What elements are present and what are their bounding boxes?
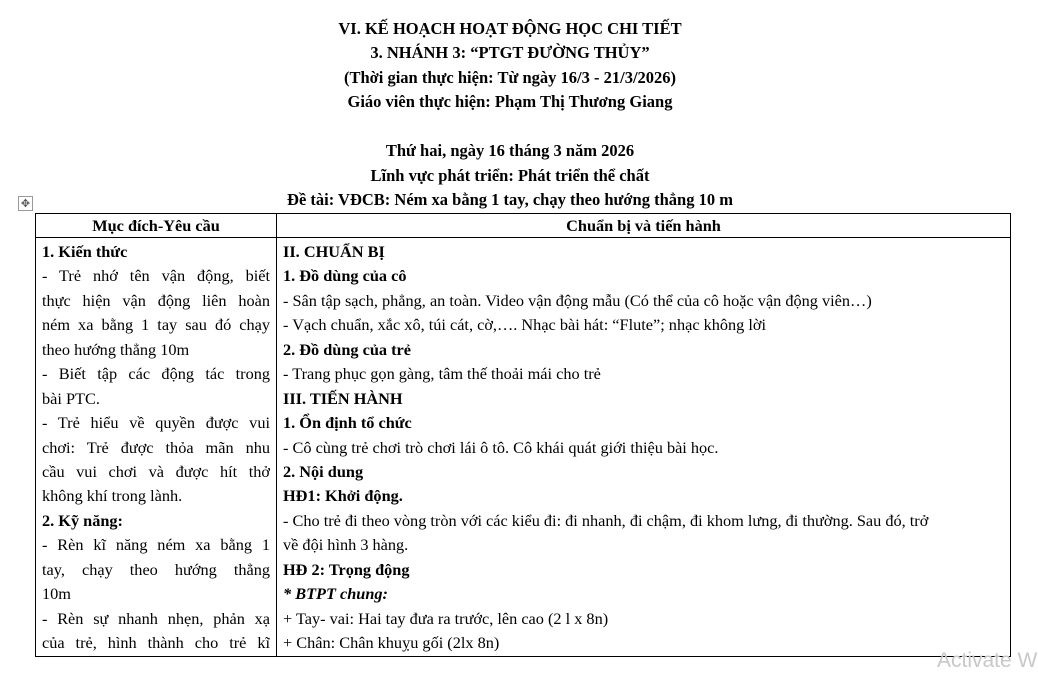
text-line: HĐ1: Khởi động. [283, 486, 403, 506]
text-line: - Rèn kĩ năng ném xa bằng 1 [42, 535, 270, 555]
text-line: 1. Kiến thức [42, 242, 128, 261]
text-line: 2. Nội dung [283, 461, 364, 481]
text-line: - Cho trẻ đi theo vòng tròn với các kiểu đi: đi nhanh, đi chậm, đi khom lưng, đi thường. Sau đó, trở [283, 510, 929, 530]
activate-windows-watermark: Activate W [937, 649, 1038, 672]
table-row [36, 238, 1011, 657]
table-header-row [36, 214, 1011, 238]
text-line: thực hiện vận động liên hoàn [42, 290, 270, 310]
text-line: 1. Ổn định tổ chức [283, 413, 412, 433]
text-line: - Trẻ nhớ tên vận động, biết [42, 266, 270, 286]
text-line: II. CHUẨN BỊ [283, 242, 385, 261]
doc-heading: VI. KẾ HOẠCH HOẠT ĐỘNG HỌC CHI TIẾT [338, 19, 682, 38]
text-line: - Vạch chuẩn, xắc xô, túi cát, cờ,…. Nhạc bài hát: “Flute”; nhạc không lời [283, 315, 767, 335]
text-line: bài PTC. [42, 388, 100, 408]
day-date: Thứ hai, ngày 16 tháng 3 năm 2026 [385, 141, 635, 160]
time-period: (Thời gian thực hiện: Từ ngày 16/3 - 21/3/2026) [343, 68, 677, 87]
text-line: tay, chạy theo hướng thẳng [42, 559, 270, 579]
development-field: Lĩnh vực phát triển: Phát triển thể chất [370, 166, 650, 185]
lesson-topic: Đề tài: VĐCB: Ném xa bằng 1 tay, chạy theo hướng thẳng 10 m [287, 190, 733, 209]
text-line: 1. Đồ dùng của cô [283, 266, 407, 286]
text-line: không khí trong lành. [42, 486, 183, 506]
text-line: của trẻ, hình thành cho trẻ kĩ [42, 633, 270, 652]
teacher-name: Giáo viên thực hiện: Phạm Thị Thương Giang [347, 92, 673, 111]
branch-title: 3. NHÁNH 3: “PTGT ĐƯỜNG THỦY” [370, 43, 650, 62]
text-line: - Cô cùng trẻ chơi trò chơi lái ô tô. Cô khái quát giới thiệu bài học. [283, 437, 719, 457]
text-line: theo hướng thẳng 10m [42, 339, 190, 359]
text-line: 10m [42, 584, 71, 604]
text-line: ném xa bằng 1 tay sau đó chạy [42, 315, 270, 335]
table-move-handle-icon[interactable]: ✥ [18, 196, 33, 211]
col-header-objectives: Mục đích-Yêu cầu [36, 214, 277, 238]
text-line: về đội hình 3 hàng. [283, 535, 409, 555]
text-line: cầu vui chơi và được hít thở [42, 461, 270, 481]
text-line: - Rèn sự nhanh nhẹn, phản xạ [42, 608, 270, 628]
text-line: - Trang phục gọn gàng, tâm thế thoải mái cho trẻ [283, 364, 601, 384]
objectives-cell[interactable] [36, 238, 277, 657]
text-line: chơi: Trẻ được thỏa mãn nhu [42, 437, 270, 457]
col-header-preparation: Chuẩn bị và tiến hành [277, 214, 1011, 238]
text-line: 2. Kỹ năng: [42, 510, 123, 530]
text-line: 2. Đồ dùng của trẻ [283, 339, 411, 359]
text-line: - Trẻ hiểu về quyền được vui [42, 413, 270, 433]
text-line: + Chân: Chân khuỵu gối (2lx 8n) [283, 633, 500, 652]
text-line: + Tay- vai: Hai tay đưa ra trước, lên cao (2 l x 8n) [283, 608, 609, 628]
lesson-plan-table [35, 213, 1011, 657]
text-line: - Biết tập các động tác trong [42, 364, 270, 384]
text-line: III. TIẾN HÀNH [283, 388, 403, 408]
text-line: * BTPT chung: [283, 584, 388, 604]
text-line: HĐ 2: Trọng động [283, 559, 410, 579]
preparation-cell[interactable] [277, 238, 1011, 657]
text-line: - Sân tập sạch, phẳng, an toàn. Video vận động mẫu (Có thể của cô hoặc vận động viên…) [283, 290, 872, 310]
